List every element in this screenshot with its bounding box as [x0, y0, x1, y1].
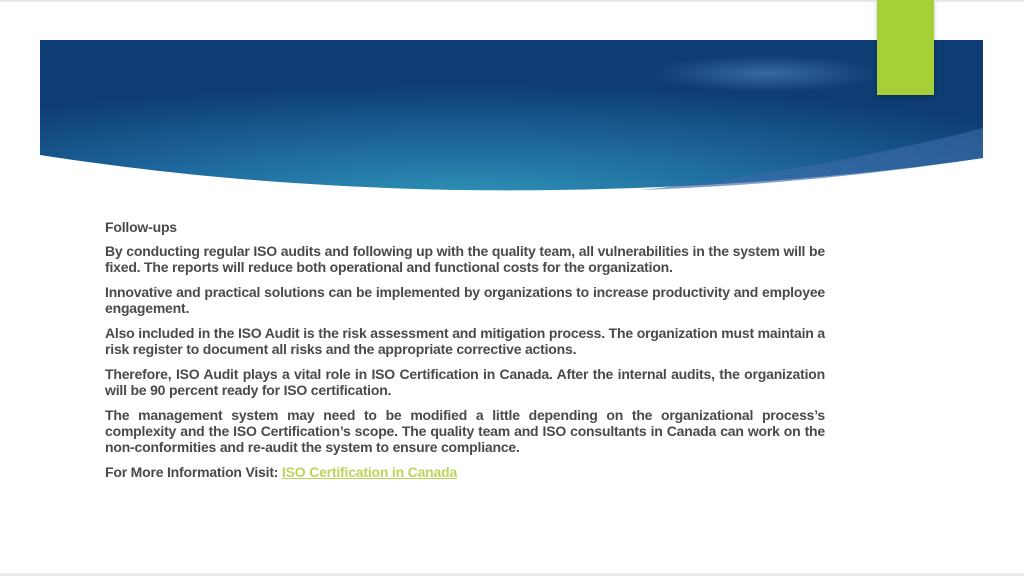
paragraph-3: Also included in the ISO Audit is the risk assessment and mitigation process. The organization must maintain a risk register to document all risks and the appropriate corrective actions.: [105, 325, 825, 357]
slide-content: [105, 219, 825, 480]
header-banner: [40, 40, 983, 192]
banner-graphic: [40, 40, 983, 192]
paragraph-5: The management system may need to be modified a little depending on the organizational process’s complexity and the ISO Certification’s scope. The quality team and ISO consultants in Canada can work on the non-conformities and re-audit the system to ensure compliance.: [105, 407, 825, 455]
iso-certification-link[interactable]: ISO Certification in Canada: [281, 464, 458, 480]
info-line: [105, 464, 825, 480]
section-heading: Follow-ups: [105, 219, 177, 235]
top-border: [0, 0, 1024, 2]
paragraph-1: By conducting regular ISO audits and following up with the quality team, all vulnerabilities in the system will be fixed. The reports will reduce both operational and functional costs for the organization.: [105, 243, 825, 275]
paragraph-2: Innovative and practical solutions can be implemented by organizations to increase productivity and employee engagement.: [105, 284, 825, 316]
accent-tab: [877, 0, 934, 95]
info-label: For More Information Visit:: [105, 464, 279, 480]
paragraph-4: Therefore, ISO Audit plays a vital role in ISO Certification in Canada. After the internal audits, the organization will be 90 percent ready for ISO certification.: [105, 366, 825, 398]
